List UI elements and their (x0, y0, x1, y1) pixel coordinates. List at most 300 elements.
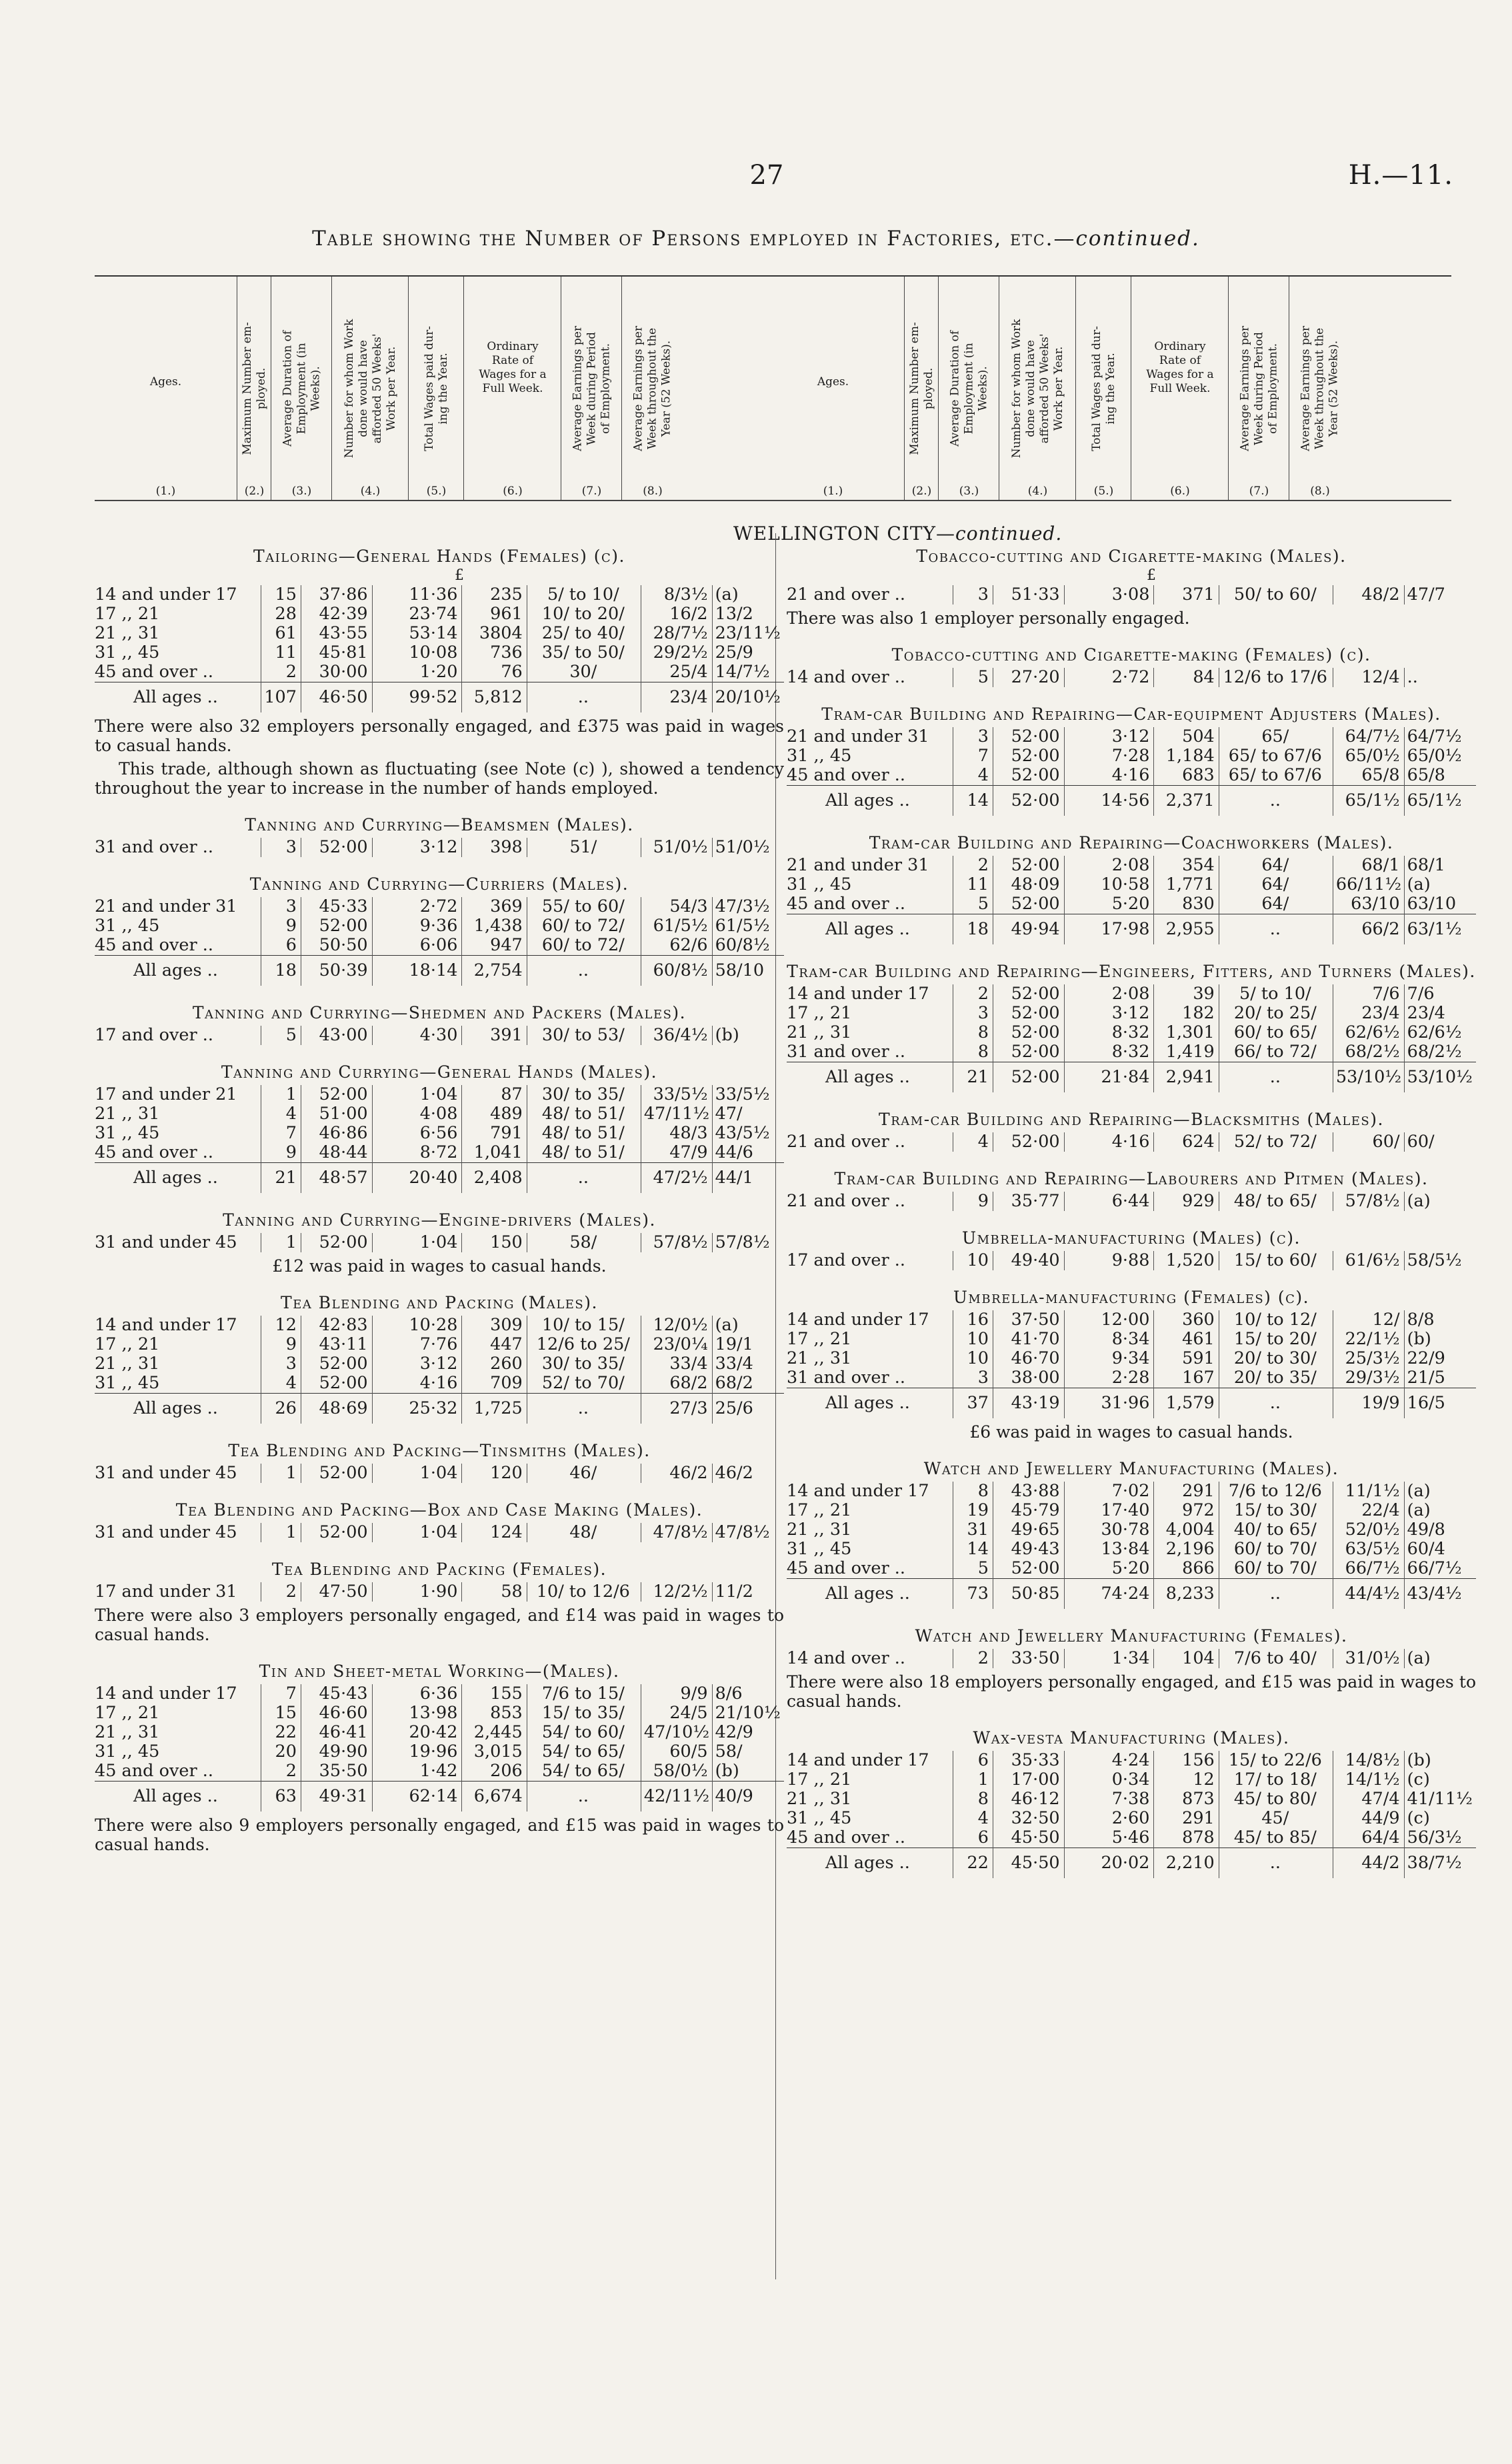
cell: 54/ to 65/ (527, 1762, 641, 1782)
total-row (787, 1579, 1476, 1610)
cell: 2,955 (1154, 914, 1219, 945)
header-number: (6.) (1170, 485, 1190, 498)
data-table (787, 668, 1476, 687)
cell: 48/ to 51/ (527, 1143, 641, 1163)
table-row (787, 1310, 1476, 1330)
table-title (100, 227, 1412, 251)
cell: 47/8½ (641, 1523, 712, 1542)
cell: 16/2 (641, 605, 712, 624)
cell: 40/9 (712, 1782, 784, 1812)
total-row (787, 786, 1476, 816)
section-title: Tobacco-cutting and Cigarette-making (Males). (916, 547, 1347, 566)
cell: 33/5½ (712, 1085, 784, 1104)
cell: .. (1219, 786, 1333, 816)
total-row (787, 1388, 1476, 1419)
cell: 31 ,, 45 (95, 643, 160, 662)
cell: 64/ (1219, 894, 1333, 914)
data-table (95, 585, 784, 712)
header-column-2 (237, 277, 271, 500)
cell: 46/ (527, 1464, 641, 1483)
cell: 17·00 (993, 1770, 1064, 1790)
cell: 31 ,, 45 (95, 1742, 160, 1762)
cell: 76 (462, 662, 527, 682)
cell: 49·31 (301, 1782, 372, 1812)
cell: 50·39 (301, 956, 372, 986)
cell: 54/ to 65/ (527, 1742, 641, 1762)
cell: 52·00 (993, 1062, 1064, 1093)
table-row (95, 1354, 784, 1374)
cell: 15/ to 60/ (1219, 1251, 1333, 1270)
table-section (787, 645, 1476, 687)
cell: 10·58 (1064, 875, 1154, 894)
data-table (95, 1233, 784, 1252)
cell: 47/4 (1333, 1790, 1404, 1809)
cell: 46·12 (993, 1790, 1064, 1809)
section-note: There were also 18 employers personally engaged, and £15 was paid in wages to casual hands. (787, 1672, 1476, 1711)
cell: 1·42 (372, 1762, 462, 1782)
section-note: There were also 9 employers personally engaged, and £15 was paid in wages to casual hands. (95, 1816, 784, 1854)
header-label: Average Earnings per Week throughout the Year (52 Weeks). (1299, 325, 1341, 451)
cell: 2 (953, 856, 993, 875)
header-number: (2.) (911, 485, 932, 498)
cell: 31 and over .. (787, 1042, 905, 1062)
table-section (95, 815, 784, 857)
cell: 52·00 (993, 1132, 1064, 1152)
cell: 360 (1154, 1310, 1219, 1330)
section-title: Tanning and Currying—Curriers (Males). (249, 874, 629, 894)
header-number: (8.) (643, 485, 663, 498)
table-row (787, 766, 1476, 786)
cell: 65/8 (1333, 766, 1404, 786)
cell: (b) (1404, 1330, 1476, 1349)
cell: 20/ to 30/ (1219, 1349, 1333, 1368)
cell: 28 (261, 605, 301, 624)
header-column-6 (1131, 277, 1229, 500)
table-section (787, 1288, 1476, 1442)
table-row (95, 1723, 784, 1742)
cell: 8/3½ (641, 585, 712, 605)
cell: 873 (1154, 1790, 1219, 1809)
cell: 21 ,, 31 (787, 1790, 852, 1809)
cell: 45 and over .. (95, 1762, 213, 1781)
cell: 3·08 (1064, 585, 1154, 605)
table-row (787, 1368, 1476, 1388)
cell: 7 (261, 1684, 301, 1704)
cell: 2 (261, 1582, 301, 1602)
section-note: There were also 32 employers personally engaged, and £375 was paid in wages to casual hands. (95, 716, 784, 755)
section-note: There was also 1 employer personally engaged. (787, 609, 1190, 628)
header-label: Ordinary Rate of Wages for a Full Week. (1146, 340, 1214, 395)
cell: 14 and under 17 (787, 984, 929, 1004)
cell: 10 (953, 1251, 993, 1270)
table-row (787, 1790, 1476, 1809)
cell: 52·00 (301, 1354, 372, 1374)
cell: 53·14 (372, 624, 462, 643)
cell: 489 (462, 1104, 527, 1124)
cell: 6·56 (372, 1124, 462, 1143)
cell: .. (527, 956, 641, 986)
cell: 58/5½ (1404, 1251, 1476, 1270)
total-row (787, 914, 1476, 945)
cell: 44/4½ (1333, 1579, 1404, 1610)
cell: 11 (261, 643, 301, 662)
cell: 44/2 (1333, 1848, 1404, 1879)
cell: 6·36 (372, 1684, 462, 1704)
cell: 7/6 (1333, 984, 1404, 1004)
cell: 38/7½ (1404, 1848, 1476, 1879)
cell: 58 (462, 1582, 527, 1602)
cell: All ages .. (787, 1062, 953, 1093)
table-row (95, 1085, 784, 1104)
cell: 9 (261, 1335, 301, 1354)
cell: 52·00 (993, 727, 1064, 746)
cell: 1·20 (372, 662, 462, 682)
cell: 52/ to 72/ (1219, 1132, 1333, 1152)
cell: 8/8 (1404, 1310, 1476, 1330)
cell: 2·08 (1064, 856, 1154, 875)
cell: 3 (261, 897, 301, 916)
cell: 1·90 (372, 1582, 462, 1602)
cell: 11 (953, 875, 993, 894)
cell: 43·88 (993, 1482, 1064, 1501)
cell: 369 (462, 897, 527, 916)
cell: 48/ to 51/ (527, 1104, 641, 1124)
section-title: Tram-car Building and Repairing—Blacksmiths (Males). (879, 1110, 1384, 1129)
section-note: This trade, although shown as fluctuating (see Note (c) ), showed a tendency throughout the year to increase in the number of hands employed. (95, 759, 784, 798)
cell: 10/ to 20/ (527, 605, 641, 624)
header-column-5 (1075, 277, 1131, 500)
section-title: Tea Blending and Packing (Males). (281, 1293, 598, 1312)
header-column-7 (1228, 277, 1289, 500)
cell: 43/4½ (1404, 1579, 1476, 1610)
cell: 45/ to 85/ (1219, 1828, 1333, 1848)
header-number: (7.) (581, 485, 602, 498)
table-row (95, 1582, 784, 1602)
cell: .. (1219, 914, 1333, 945)
cell: 36/4½ (641, 1026, 712, 1045)
data-table (787, 1482, 1476, 1609)
cell: 17 ,, 21 (787, 1770, 852, 1790)
cell: 35/ to 50/ (527, 643, 641, 662)
cell: 66/11½ (1333, 875, 1404, 894)
cell: 25/ to 40/ (527, 624, 641, 643)
cell: 62/6½ (1404, 1023, 1476, 1042)
cell: 52·00 (993, 1042, 1064, 1062)
table-row (787, 1251, 1476, 1270)
cell: 17 and over .. (95, 1026, 213, 1045)
cell: 61/5½ (712, 916, 784, 936)
table-row (95, 1124, 784, 1143)
cell: All ages .. (95, 682, 261, 713)
cell: 8·32 (1064, 1042, 1154, 1062)
table-row (95, 624, 784, 643)
cell: 33/5½ (641, 1085, 712, 1104)
cell: .. (527, 1163, 641, 1194)
cell: 21 ,, 31 (787, 1349, 852, 1368)
cell: 447 (462, 1335, 527, 1354)
cell: 66/ to 72/ (1219, 1042, 1333, 1062)
cell: 12/4 (1333, 668, 1404, 687)
total-row (787, 1062, 1476, 1093)
cell: 19·96 (372, 1742, 462, 1762)
cell: 66/7½ (1333, 1559, 1404, 1579)
data-table (787, 1251, 1476, 1270)
pound-sign: £ (1147, 567, 1157, 584)
cell: 1·04 (372, 1464, 462, 1483)
cell: 14 and under 17 (95, 1684, 237, 1704)
cell: 45 and over .. (95, 1143, 213, 1162)
cell: 42·39 (301, 605, 372, 624)
cell: .. (527, 1394, 641, 1424)
cell: 64/4 (1333, 1828, 1404, 1848)
cell: 52·00 (301, 1374, 372, 1394)
cell: 14 and under 17 (787, 1751, 929, 1770)
cell: 41/11½ (1404, 1790, 1476, 1809)
cell: 14/7½ (712, 662, 784, 682)
header-label: Ordinary Rate of Wages for a Full Week. (479, 340, 547, 395)
region-heading-continued: continued. (955, 523, 1063, 545)
cell: 43·00 (301, 1026, 372, 1045)
cell: 371 (1154, 585, 1219, 605)
cell: All ages .. (787, 1848, 953, 1879)
cell: 1·04 (372, 1233, 462, 1252)
cell: 4·30 (372, 1026, 462, 1045)
cell: 206 (462, 1762, 527, 1782)
header-column-8 (621, 277, 683, 500)
cell: 1·34 (1064, 1649, 1154, 1668)
cell: 65/ to 67/6 (1219, 746, 1333, 766)
cell: 235 (462, 585, 527, 605)
cell: 961 (462, 605, 527, 624)
cell: 30/ (527, 662, 641, 682)
cell: 42/11½ (641, 1782, 712, 1812)
cell: 17/ to 18/ (1219, 1770, 1333, 1790)
cell: 8 (953, 1482, 993, 1501)
cell: 61/6½ (1333, 1251, 1404, 1270)
cell: 48/ to 51/ (527, 1124, 641, 1143)
cell: 42/9 (712, 1723, 784, 1742)
cell: 4 (953, 1809, 993, 1828)
cell: 14/8½ (1333, 1751, 1404, 1770)
total-row (95, 1782, 784, 1812)
data-table (95, 838, 784, 857)
cell: 104 (1154, 1649, 1219, 1668)
header-number: (3.) (291, 485, 312, 498)
cell: 398 (462, 838, 527, 857)
cell: 3 (261, 838, 301, 857)
cell: 791 (462, 1124, 527, 1143)
table-section (787, 704, 1476, 816)
cell: 31 (953, 1520, 993, 1540)
section-title: Umbrella-manufacturing (Females) (c). (953, 1288, 1310, 1307)
cell: 42·83 (301, 1316, 372, 1335)
cell: 16/5 (1404, 1388, 1476, 1419)
cell: 25/3½ (1333, 1349, 1404, 1368)
table-row (95, 897, 784, 916)
table-row (787, 1828, 1476, 1848)
cell: .. (1219, 1579, 1333, 1610)
table-section (95, 1500, 784, 1542)
cell: 60/8½ (712, 936, 784, 956)
cell: 60/ (1404, 1132, 1476, 1152)
cell: 49·40 (993, 1251, 1064, 1270)
cell: 22 (261, 1723, 301, 1742)
cell: 1·04 (372, 1523, 462, 1542)
cell: 8 (953, 1790, 993, 1809)
header-column-5 (408, 277, 464, 500)
cell: 44/6 (712, 1143, 784, 1163)
cell: 6 (261, 936, 301, 956)
cell: 8·34 (1064, 1330, 1154, 1349)
cell: 37 (953, 1388, 993, 1419)
cell: 7·38 (1064, 1790, 1154, 1809)
cell: 9 (261, 916, 301, 936)
cell: 2·60 (1064, 1809, 1154, 1828)
cell: 60/ (1333, 1132, 1404, 1152)
cell: 2,754 (462, 956, 527, 986)
cell: 27/3 (641, 1394, 712, 1424)
table-row (787, 1132, 1476, 1152)
table-section (787, 1728, 1476, 1878)
cell: 18·14 (372, 956, 462, 986)
cell: 17 and under 21 (95, 1085, 237, 1104)
cell: (b) (712, 1026, 784, 1045)
cell: 155 (462, 1684, 527, 1704)
table-row (95, 936, 784, 956)
cell: 49·94 (993, 914, 1064, 945)
cell: 2·28 (1064, 1368, 1154, 1388)
cell: 47·50 (301, 1582, 372, 1602)
cell: 6,674 (462, 1782, 527, 1812)
cell: 22/1½ (1333, 1330, 1404, 1349)
cell: 63/5½ (1333, 1540, 1404, 1559)
cell: 58/ (712, 1742, 784, 1762)
cell: .. (1219, 1062, 1333, 1093)
cell: 48·69 (301, 1394, 372, 1424)
cell: 624 (1154, 1132, 1219, 1152)
cell: 43/5½ (712, 1124, 784, 1143)
cell: 58/0½ (641, 1762, 712, 1782)
cell: 14 (953, 1540, 993, 1559)
cell: 16 (953, 1310, 993, 1330)
cell: 23/0¼ (641, 1335, 712, 1354)
cell: 14 and under 17 (787, 1482, 929, 1501)
cell: 18 (953, 914, 993, 945)
cell: 1,579 (1154, 1388, 1219, 1419)
cell: 1,041 (462, 1143, 527, 1163)
table-section (95, 1003, 784, 1045)
table-row (787, 585, 1476, 605)
cell: 49·90 (301, 1742, 372, 1762)
cell: 17 ,, 21 (95, 1335, 160, 1354)
cell: 52·00 (301, 916, 372, 936)
region-heading-text: WELLINGTON CITY— (733, 523, 956, 545)
cell: 45·43 (301, 1684, 372, 1704)
table-row (787, 1482, 1476, 1501)
cell: 74·24 (1064, 1579, 1154, 1610)
cell: 44/9 (1333, 1809, 1404, 1828)
table-row (95, 1316, 784, 1335)
header-label: Number for whom Work done would have afforded 50 Weeks' Work per Year. (1009, 319, 1065, 458)
cell: 46·86 (301, 1124, 372, 1143)
cell: 10·28 (372, 1316, 462, 1335)
cell: 33/4 (641, 1354, 712, 1374)
cell: 14 and over .. (787, 668, 905, 687)
cell: 25/4 (641, 662, 712, 682)
cell: 55/ to 60/ (527, 897, 641, 916)
cell: 124 (462, 1523, 527, 1542)
cell: (c) (1404, 1770, 1476, 1790)
cell: (a) (1404, 1192, 1476, 1211)
table-row (95, 1464, 784, 1483)
cell: 47/3½ (712, 897, 784, 916)
cell: 65/0½ (1404, 746, 1476, 766)
header-number: (8.) (1310, 485, 1330, 498)
cell: 1 (261, 1233, 301, 1252)
table-row (787, 668, 1476, 687)
cell: 3·12 (372, 1354, 462, 1374)
cell: 52/ to 70/ (527, 1374, 641, 1394)
cell: 1,301 (1154, 1023, 1219, 1042)
cell: 14 and under 17 (95, 1316, 237, 1335)
cell: 68/1 (1333, 856, 1404, 875)
data-table (95, 1684, 784, 1812)
cell: 35·50 (301, 1762, 372, 1782)
table-row (95, 605, 784, 624)
cell: 60/ to 70/ (1219, 1540, 1333, 1559)
cell: 60/5 (641, 1742, 712, 1762)
cell: 13·84 (1064, 1540, 1154, 1559)
cell: 1,520 (1154, 1251, 1219, 1270)
cell: 1,725 (462, 1394, 527, 1424)
table-row (787, 984, 1476, 1004)
cell: 45·81 (301, 643, 372, 662)
cell: All ages .. (95, 1394, 261, 1424)
cell: 65/ (1219, 727, 1333, 746)
cell: 21 ,, 31 (95, 1723, 160, 1742)
cell: 150 (462, 1233, 527, 1252)
section-title: Tram-car Building and Repairing—Labourers and Pitmen (Males). (834, 1169, 1429, 1188)
cell: 4·08 (372, 1104, 462, 1124)
cell: 47/10½ (641, 1723, 712, 1742)
cell: 7·28 (1064, 746, 1154, 766)
header-column-1 (95, 277, 237, 500)
header-column-3 (271, 277, 332, 500)
cell: 8 (953, 1042, 993, 1062)
cell: 13/2 (712, 605, 784, 624)
header-number: (4.) (1027, 485, 1048, 498)
header-column-1 (762, 277, 904, 500)
data-table (95, 1085, 784, 1193)
page-number: 27 (749, 160, 784, 191)
cell: 17·98 (1064, 914, 1154, 945)
table-row (95, 1143, 784, 1163)
cell: 52·00 (301, 1085, 372, 1104)
header-column-8 (1289, 277, 1351, 500)
table-row (787, 1330, 1476, 1349)
table-title-continued: continued. (1075, 227, 1200, 251)
data-table (787, 856, 1476, 944)
table-section (95, 1662, 784, 1854)
table-row (95, 585, 784, 605)
table-row (787, 1540, 1476, 1559)
cell: 309 (462, 1316, 527, 1335)
cell: 4 (261, 1104, 301, 1124)
cell: 52·00 (993, 786, 1064, 816)
cell: 52·00 (993, 856, 1064, 875)
cell: 46·50 (301, 682, 372, 713)
cell: 65/1½ (1333, 786, 1404, 816)
